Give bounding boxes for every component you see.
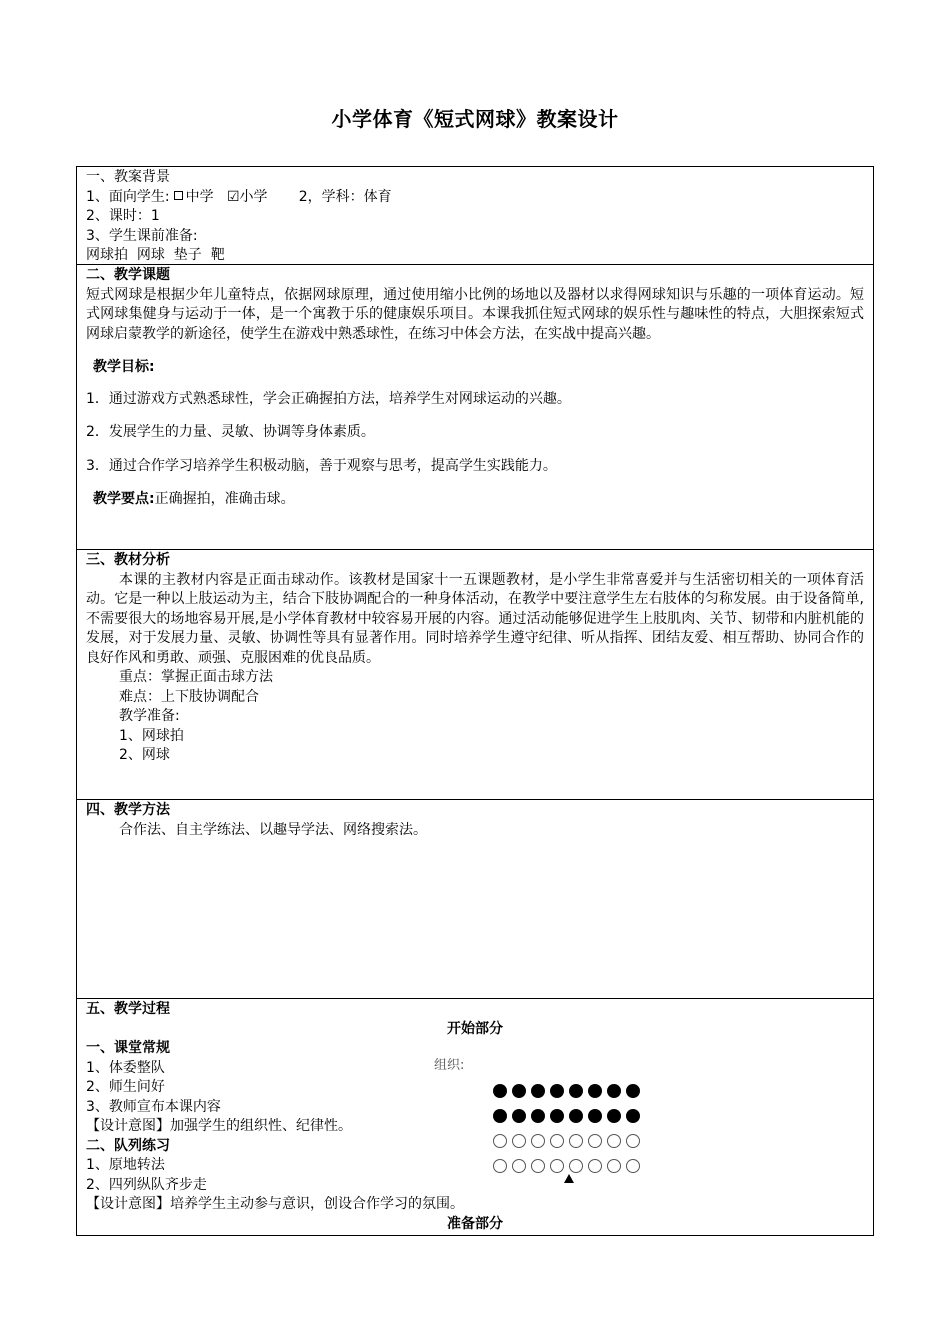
methods-text: 合作法、自主学练法、以趣导学法、网络搜索法。 [119, 821, 427, 838]
student-dot-icon [531, 1109, 545, 1123]
section-topic [77, 265, 873, 550]
section-material [77, 550, 873, 800]
routine-heading: 一、课堂常规 [86, 1040, 170, 1056]
student-dot-icon [512, 1084, 526, 1098]
class-hours: 2、课时：1 [86, 208, 160, 224]
prep-label: 3、学生课前准备: [86, 227, 198, 244]
material-paragraph: 本课的主教材内容是正面击球动作。该教材是国家十一五课题教材，是小学生非常喜爱并与生活密切相关的一项体育活动。它是一种以上肢运动为主，结合下肢协调配合的一种身体活动，在教学中要注意学生左右肢体的匀称发展。由于设备简单,不需要很大的场地容易开展,是小学体育教材中较容易开展的内容。通过活动能够促进学生上肢肌肉、关节、韧带和内脏机能的发展，对于发展力量、灵敏、协调性等具有显著作用。同时培养学生遵守纪律、听从指挥、团结友爱、相互帮助、协同合作的良好作风和勇敢、顽强、克服困难的优良品质。 [86, 571, 864, 666]
formation-row-open-1 [493, 1131, 653, 1150]
student-circle-icon [607, 1159, 621, 1173]
focus: 重点：掌握正面击球方法 [119, 669, 273, 685]
teaching-prep-label: 教学准备: [119, 708, 180, 724]
student-dot-icon [626, 1109, 640, 1123]
section-methods [77, 800, 873, 999]
student-dot-icon [550, 1084, 564, 1098]
routine-2: 2、师生问好 [86, 1079, 165, 1095]
prep-part-heading: 准备部分 [447, 1215, 503, 1232]
formation-row-open-2 [493, 1156, 653, 1175]
student-circle-icon [588, 1159, 602, 1173]
student-circle-icon [588, 1134, 602, 1148]
checkbox-icon [174, 191, 183, 200]
goal-1: 1．通过游戏方式熟悉球性，学会正确握拍方法，培养学生对网球运动的兴趣。 [86, 390, 571, 407]
student-dot-icon [512, 1109, 526, 1123]
student-circle-icon [626, 1159, 640, 1173]
goals-label: 教学目标: [93, 359, 155, 375]
section-heading: 二、教学课题 [86, 267, 170, 283]
page-title: 小学体育《短式网球》教案设计 [331, 107, 619, 131]
goal-3: 3．通过合作学习培养学生积极动脑，善于观察与思考，提高学生实践能力。 [86, 457, 557, 474]
student-dot-icon [607, 1084, 621, 1098]
student-circle-icon [569, 1159, 583, 1173]
teacher-triangle-icon [564, 1174, 574, 1183]
student-circle-icon [626, 1134, 640, 1148]
student-dot-icon [569, 1109, 583, 1123]
student-dot-icon [493, 1084, 507, 1098]
student-circle-icon [531, 1134, 545, 1148]
student-dot-icon [531, 1084, 545, 1098]
student-dot-icon [607, 1109, 621, 1123]
option-middle: 中学 [185, 188, 214, 205]
section-heading: 一、教案背景 [86, 169, 170, 185]
drill-heading: 二、队列练习 [86, 1137, 170, 1154]
key-points-row [86, 490, 864, 510]
lesson-plan-table [76, 166, 874, 1236]
student-circle-icon [550, 1134, 564, 1148]
difficulty: 难点：上下肢协调配合 [119, 688, 259, 705]
student-dot-icon [493, 1109, 507, 1123]
teaching-prep-2: 2、网球 [119, 747, 170, 763]
student-circle-icon [531, 1159, 545, 1173]
organization-label: 组织: [434, 1058, 465, 1073]
drill-1: 1、原地转法 [86, 1157, 165, 1173]
student-circle-icon [512, 1134, 526, 1148]
section-background [77, 167, 873, 265]
key-points-label: 教学要点: [93, 491, 155, 507]
drill-intent: 【设计意图】培养学生主动参与意识，创设合作学习的氛围。 [86, 1196, 464, 1212]
student-dot-icon [626, 1084, 640, 1098]
goal-2: 2．发展学生的力量、灵敏、协调等身体素质。 [86, 424, 375, 440]
routine-1: 1、体委整队 [86, 1059, 165, 1076]
teaching-prep-1: 1、网球拍 [119, 727, 184, 744]
drill-2: 2、四列纵队齐步走 [86, 1176, 207, 1193]
prep-items: 网球拍 网球 垫子 靶 [86, 247, 225, 263]
section-heading: 五、教学过程 [86, 1001, 170, 1017]
student-circle-icon [550, 1159, 564, 1173]
student-dot-icon [588, 1084, 602, 1098]
student-dot-icon [550, 1109, 564, 1123]
routine-3: 3、教师宣布本课内容 [86, 1098, 221, 1115]
student-circle-icon [512, 1159, 526, 1173]
student-circle-icon [493, 1159, 507, 1173]
target-students-label: 1、面向学生: [86, 188, 170, 205]
student-circle-icon [493, 1134, 507, 1148]
key-points-text: 正确握拍，准确击球。 [154, 491, 295, 507]
section-heading: 四、教学方法 [86, 802, 170, 818]
target-students-row [86, 188, 864, 208]
formation-row-filled-1 [493, 1081, 653, 1100]
student-circle-icon [607, 1134, 621, 1148]
student-circle-icon [569, 1134, 583, 1148]
section-process [77, 999, 873, 1235]
checked-box-icon: ☑ [226, 188, 240, 205]
student-dot-icon [588, 1109, 602, 1123]
section-heading: 三、教材分析 [86, 552, 170, 568]
student-dot-icon [569, 1084, 583, 1098]
start-part-heading: 开始部分 [447, 1020, 503, 1037]
formation-diagram [493, 1081, 653, 1181]
formation-row-filled-2 [493, 1106, 653, 1125]
routine-intent: 【设计意图】加强学生的组织性、纪律性。 [86, 1118, 352, 1134]
option-primary: 小学 [239, 188, 268, 205]
topic-paragraph: 短式网球是根据少年儿童特点，依据网球原理，通过使用缩小比例的场地以及器材以求得网球知识与乐趣的一项体育运动。短式网球集健身与运动于一体，是一个寓教于乐的健康娱乐项目。本课我抓住短式网球的娱乐性与趣味性的特点，大胆探索短式网球启蒙教学的新途径，使学生在游戏中熟悉球性，在练习中体会方法，在实战中提高兴趣。 [86, 286, 864, 342]
subject: 2，学科：体育 [298, 188, 392, 205]
